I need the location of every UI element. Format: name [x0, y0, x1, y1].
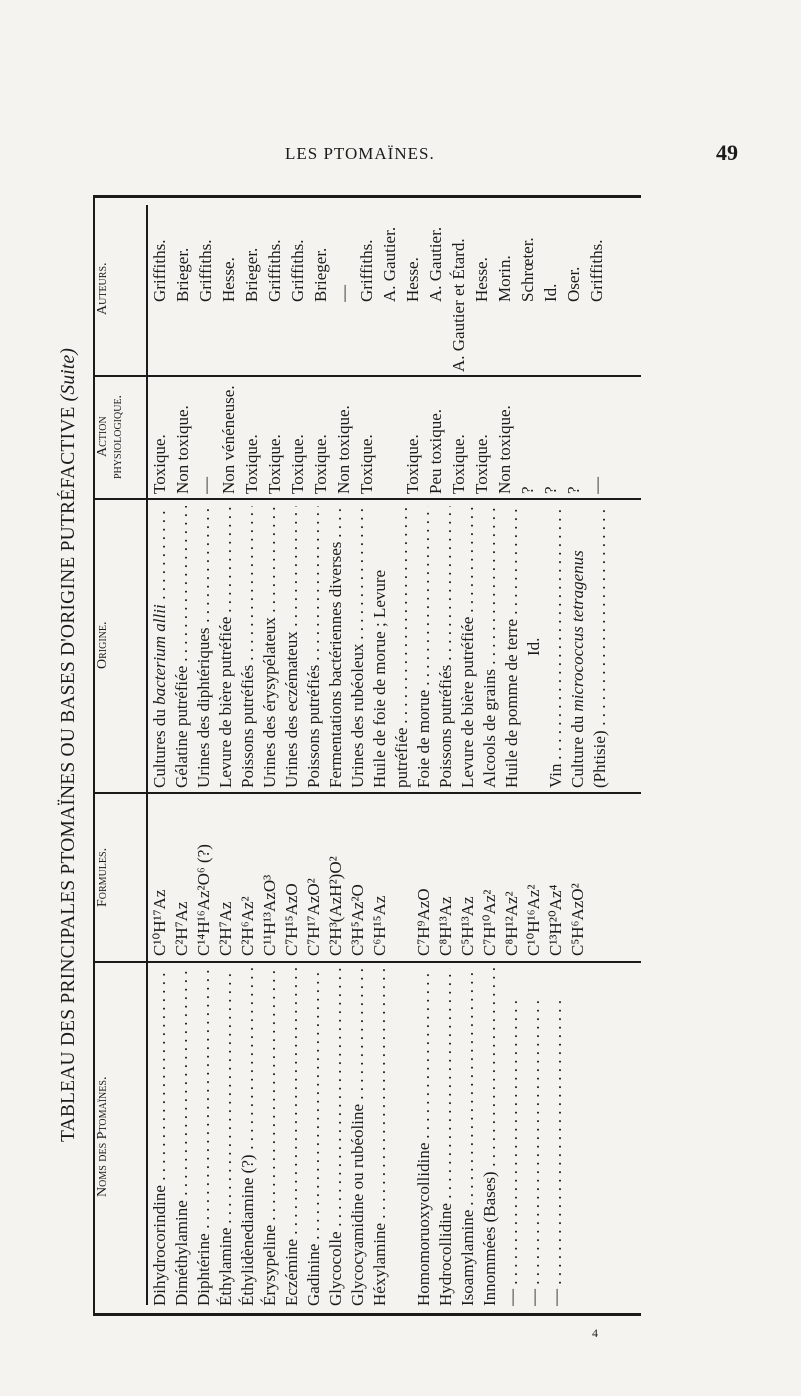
author-cell: A. Gautier.	[426, 226, 445, 302]
author-cell: Griffiths.	[265, 239, 284, 302]
ptomaine-name: Érysypeline . . .	[260, 968, 282, 1306]
origin-cell: Gélatine putréfiée . . .	[172, 506, 194, 788]
formula-cell: C²H⁶Az²	[238, 896, 257, 956]
origin-cell: Urines des eczémateux . . .	[282, 506, 304, 788]
origin-cell: Foie de morue . . .	[414, 506, 436, 788]
action-cell: Toxique.	[472, 434, 491, 494]
ptomaine-name: Éthylidènediamine (?) . . .	[238, 968, 260, 1306]
table-bottom-rule	[93, 1313, 641, 1316]
origin-cell: Huile de pomme de terre . . .	[502, 506, 524, 788]
formula-cell: C⁷H¹⁷AzO²	[304, 878, 323, 956]
action-cell: ?	[518, 486, 537, 494]
names-column	[150, 968, 640, 1306]
origin-cell: Levure de bière putréfiée . . .	[458, 506, 480, 788]
action-cell: ?	[541, 486, 560, 494]
author-cell: Griffiths.	[587, 239, 606, 302]
origin-cell: Poissons putréfiés . . .	[238, 506, 260, 788]
page-number: 49	[716, 140, 738, 165]
author-cell: Griffiths.	[288, 239, 307, 302]
ptomaine-name: Dihydrocorindine . . .	[150, 968, 172, 1306]
origin-cell: Poissons putréfiés . . .	[304, 506, 326, 788]
formula-cell: C⁷H⁹AzO	[414, 888, 433, 956]
header-origin: Origine.	[95, 621, 110, 669]
origin-cell: Urines des diphtériques . . .	[194, 506, 216, 788]
author-cell: Griffiths.	[196, 239, 215, 302]
authors-column	[150, 210, 640, 372]
printer-signature: 4	[592, 1326, 598, 1340]
header-divider-rule	[146, 205, 148, 1305]
author-cell: Griffiths.	[357, 239, 376, 302]
column-rule-formulas-names	[93, 961, 641, 963]
ptomaine-name: Innommées (Bases) . . .	[480, 968, 502, 1306]
header-names: Noms des Ptomaïnes.	[95, 1076, 110, 1197]
action-cell: Toxique.	[242, 434, 261, 494]
author-cell: Brieger.	[173, 247, 192, 302]
formula-cell: C¹¹H¹³AzO³	[260, 874, 279, 956]
origin-cell: Poissons putréfiés . . .	[436, 506, 458, 788]
ptomaine-name: Gadinine . . .	[304, 968, 326, 1306]
formula-cell	[392, 800, 414, 956]
ptomaine-name: Eczémine . . .	[282, 968, 304, 1306]
formula-cell: C²H³(AzH²)O²	[326, 856, 345, 956]
formula-cell: C¹⁰H¹⁷Az	[150, 889, 169, 956]
origin-cell: Alcools de grains . . .	[480, 506, 502, 788]
action-cell: Toxique.	[265, 434, 284, 494]
action-cell: Non toxique.	[495, 405, 514, 494]
origin-cell: Culture du micrococcus tetragenus	[568, 550, 587, 788]
author-cell: Morin.	[495, 255, 514, 302]
ptomaine-name: Héxylamine . . .	[370, 968, 392, 1306]
formulas-column	[150, 800, 640, 956]
formula-cell: C¹³H²⁰Az⁴	[546, 884, 565, 956]
ptomaine-name	[392, 968, 414, 1306]
ptomaine-name: Éthylamine . . .	[216, 968, 238, 1306]
author-cell: Brieger.	[311, 247, 330, 302]
ptomaine-name: — . . .	[524, 968, 546, 1306]
formula-cell: C⁷H¹⁰Az²	[480, 889, 499, 956]
column-rule-origin-formulas	[93, 792, 641, 794]
action-cell: Non vénéneuse.	[219, 385, 238, 494]
author-cell: Griffiths.	[150, 239, 169, 302]
formula-cell: C⁶H¹⁵Az	[370, 895, 389, 956]
ptomaine-name: Diphtérine . . .	[194, 968, 216, 1306]
formula-cell: C⁵H¹³Az	[458, 896, 477, 956]
origin-cell: Vin . . .	[546, 506, 568, 788]
origin-cell: Urines des érysypélateux . . .	[260, 506, 282, 788]
ptomaine-name: — . . .	[546, 968, 568, 1306]
author-cell: Schrœter.	[518, 237, 537, 302]
action-cell: Toxique.	[288, 434, 307, 494]
author-cell: Brieger.	[242, 247, 261, 302]
formula-cell: C⁸H¹²Az²	[502, 891, 521, 956]
page-header	[0, 140, 801, 170]
ptomaine-name: Hydrocollidine . . .	[436, 968, 458, 1306]
ptomaine-name: Isoamylamine . . .	[458, 968, 480, 1306]
action-cell: Toxique.	[311, 434, 330, 494]
origin-cell: Levure de bière putréfiée . . .	[216, 506, 238, 788]
table-title-suffix: (Suite)	[58, 347, 79, 402]
author-cell: A. Gautier et Étard.	[449, 238, 468, 372]
author-cell: Hesse.	[219, 257, 238, 302]
origin-cell: Fermentations bactériennes diverses . . .	[326, 506, 348, 788]
action-cell: Toxique.	[449, 434, 468, 494]
author-cell: Hesse.	[472, 257, 491, 302]
running-title: LES PTOMAÏNES.	[285, 144, 435, 163]
formula-cell: C⁷H¹⁵AzO	[282, 883, 301, 956]
origin-cell: (Phtisie) . . .	[590, 506, 612, 788]
origin-cell: Urines des rubéoleux . . .	[348, 506, 370, 788]
author-cell: Id.	[541, 283, 560, 302]
action-cell: Toxique.	[403, 434, 422, 494]
action-cell: —	[587, 477, 606, 494]
ptomaine-name: Homomoruoxycollidine . . .	[414, 968, 436, 1306]
action-cell: Non toxique.	[173, 405, 192, 494]
formula-cell: C⁵H⁶AzO²	[568, 883, 587, 956]
action-cell: Peu toxique.	[426, 409, 445, 494]
header-action: Action physiologique.	[95, 394, 125, 480]
formula-cell: C⁸H¹³Az	[436, 896, 455, 956]
action-column	[150, 382, 640, 494]
ptomaine-name: Diméthylamine . . .	[172, 968, 194, 1306]
column-rule-action-origin	[93, 498, 641, 500]
header-formulas: Formules.	[95, 847, 110, 907]
action-cell	[380, 382, 403, 494]
formula-cell: C¹⁴H¹⁶Az²O⁶ (?)	[194, 844, 213, 956]
origin-cell: Cultures du bacterium allii . . .	[150, 506, 172, 788]
author-cell: —	[334, 285, 353, 302]
action-cell: Toxique.	[150, 434, 169, 494]
action-cell: —	[196, 477, 215, 494]
formula-cell: C²H⁷Az	[172, 901, 191, 956]
header-authors: Auteurs.	[95, 262, 110, 316]
formula-cell: C¹⁰H¹⁶Az²	[524, 884, 543, 956]
author-cell: Oser.	[564, 266, 583, 302]
formula-cell: C²H⁷Az	[216, 901, 235, 956]
origin-cell: Huile de foie de morue ; Levure	[370, 569, 389, 788]
origin-cell: putréfiée . . .	[392, 506, 414, 788]
origin-cell: Id.	[524, 637, 543, 657]
column-rule-authors-action	[93, 375, 641, 377]
author-cell: A. Gautier.	[380, 226, 399, 302]
table-title-text: TABLEAU DES PRINCIPALES PTOMAÏNES OU BASES D'ORIGINE PUTRÉFACTIVE	[58, 406, 79, 1143]
origin-column	[150, 506, 640, 788]
ptomaine-name: Glycocolle . . .	[326, 968, 348, 1306]
ptomaine-name: — . . .	[502, 968, 524, 1306]
table-title	[58, 190, 98, 1300]
action-cell: ?	[564, 486, 583, 494]
ptomaine-name: Glycocyamidine ou rubéoline . . .	[348, 968, 370, 1306]
formula-cell: C³H⁵Az²O	[348, 884, 367, 956]
action-cell: Non toxique.	[334, 405, 353, 494]
author-cell: Hesse.	[403, 257, 422, 302]
action-cell: Toxique.	[357, 434, 376, 494]
table-top-rule	[93, 195, 641, 198]
